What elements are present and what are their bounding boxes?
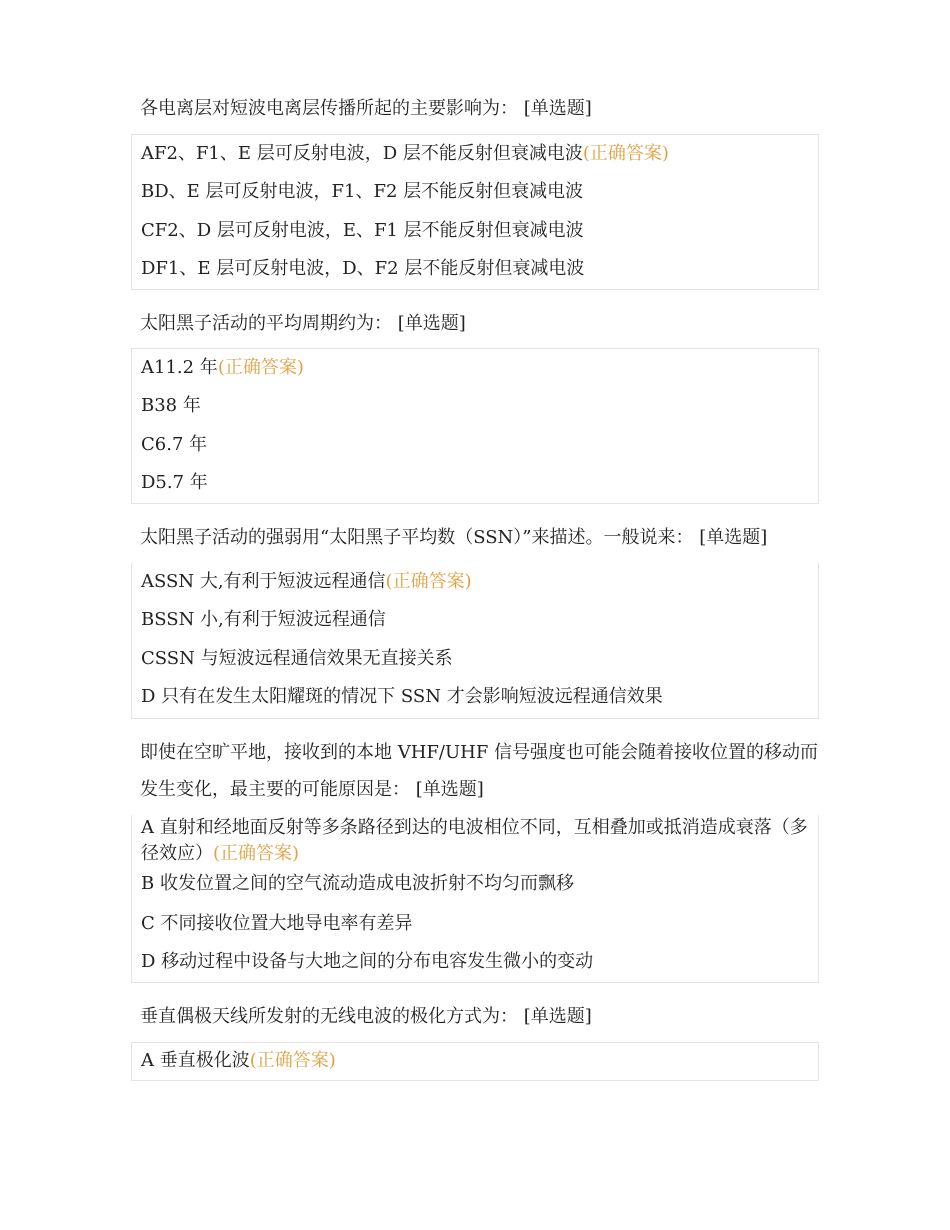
option-text: DF1、E 层可反射电波，D、F2 层不能反射但衰减电波 (141, 258, 585, 279)
option-text: A 垂直极化波 (141, 1050, 250, 1071)
option-text: BSSN 小,有利于短波远程通信 (141, 609, 386, 630)
option-text: ASSN 大,有利于短波远程通信 (141, 571, 386, 592)
options-box (131, 563, 819, 719)
option-item[interactable] (141, 950, 811, 974)
correct-answer-tag: (正确答案) (249, 1050, 336, 1071)
option-item[interactable] (141, 471, 811, 495)
option-item[interactable] (141, 647, 811, 671)
options-box (131, 815, 819, 983)
option-text: BD、E 层可反射电波，F1、F2 层不能反射但衰减电波 (141, 181, 584, 202)
option-text: CF2、D 层可反射电波，E、F1 层不能反射但衰减电波 (141, 220, 584, 241)
options-box (131, 134, 819, 290)
correct-answer-tag: (正确答案) (213, 843, 300, 864)
option-item[interactable] (141, 257, 811, 281)
correct-answer-tag: (正确答案) (385, 571, 472, 592)
option-text: AF2、F1、E 层可反射电波，D 层不能反射但衰减电波 (141, 143, 583, 164)
option-text: B38 年 (141, 395, 201, 416)
option-text: C6.7 年 (141, 434, 208, 455)
option-item[interactable] (141, 1049, 811, 1073)
option-item[interactable] (141, 180, 811, 204)
option-item[interactable] (141, 872, 811, 896)
option-text: B 收发位置之间的空气流动造成电波折射不均匀而飘移 (141, 873, 574, 894)
options-box (131, 348, 819, 504)
option-text: A11.2 年 (141, 357, 218, 378)
question-text: 即使在空旷平地，接收到的本地 VHF/UHF 信号强度也可能会随着接收位置的移动而发生变化，最主要的可能原因是： [单选题] (140, 742, 819, 800)
option-text: C 不同接收位置大地导电率有差异 (141, 913, 413, 934)
option-item[interactable] (141, 394, 811, 418)
option-item[interactable] (141, 570, 811, 594)
question-text: 太阳黑子活动的强弱用“太阳黑子平均数（SSN）”来描述。一般说来： [单选题] (140, 527, 768, 548)
options-box (131, 1042, 819, 1081)
option-text: D 只有在发生太阳耀斑的情况下 SSN 才会影响短波远程通信效果 (141, 686, 663, 707)
option-item[interactable] (141, 685, 811, 709)
option-item[interactable] (141, 142, 811, 166)
option-item[interactable] (141, 912, 811, 936)
option-item[interactable] (141, 356, 811, 380)
correct-answer-tag: (正确答案) (217, 357, 304, 378)
question-text: 太阳黑子活动的平均周期约为： [单选题] (140, 313, 466, 334)
correct-answer-tag: (正确答案) (582, 143, 669, 164)
question-text: 垂直偶极天线所发射的无线电波的极化方式为： [单选题] (140, 1006, 592, 1027)
option-text: D 移动过程中设备与大地之间的分布电容发生微小的变动 (141, 951, 594, 972)
option-text: A 直射和经地面反射等多条路径到达的电波相位不同，互相叠加或抵消造成衰落（多径效应） (141, 817, 808, 864)
option-item[interactable] (141, 433, 811, 457)
option-item[interactable] (141, 219, 811, 243)
option-item[interactable] (141, 608, 811, 632)
option-text: CSSN 与短波远程通信效果无直接关系 (141, 648, 453, 669)
option-item[interactable] (141, 815, 811, 867)
option-text: D5.7 年 (141, 472, 208, 493)
question-text: 各电离层对短波电离层传播所起的主要影响为： [单选题] (140, 98, 592, 119)
